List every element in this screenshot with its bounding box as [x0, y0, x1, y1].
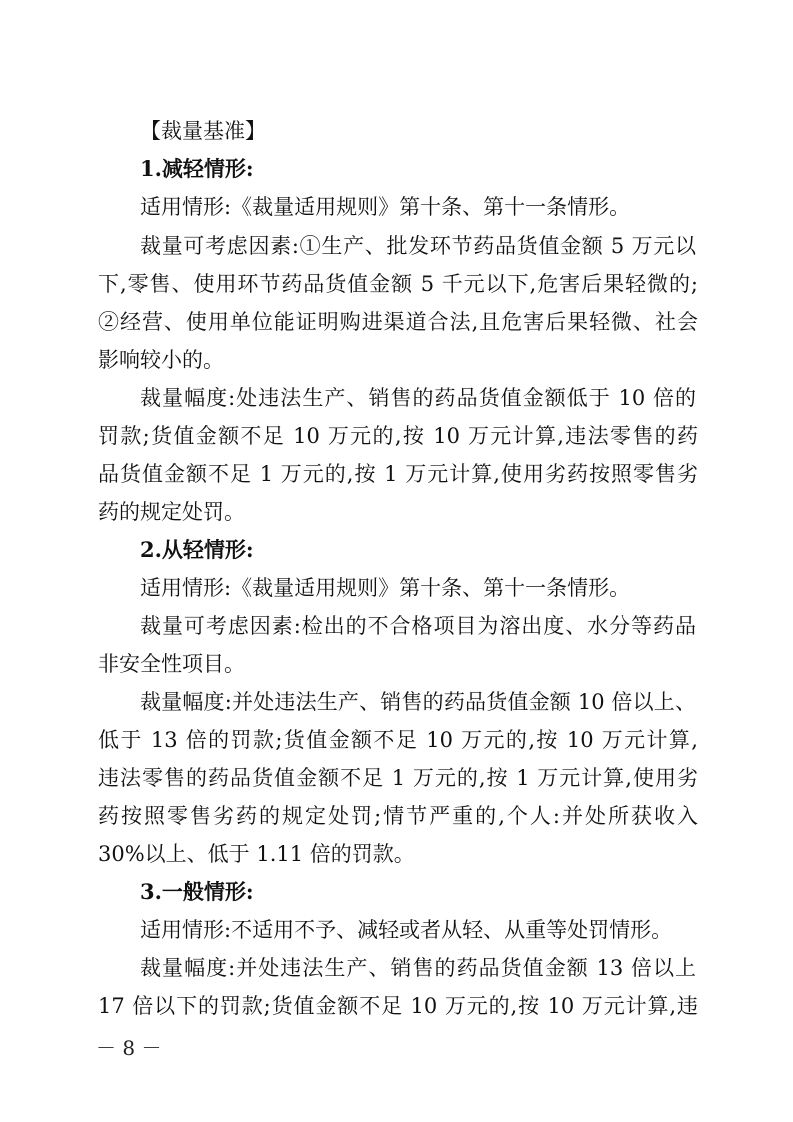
paragraph-line: 30%以上、低于 1.11 倍的罚款。 [98, 842, 415, 866]
paragraph-line: 影响较小的。 [98, 348, 224, 372]
paragraph-line: 下,零售、使用环节药品货值金额 5 千元以下,危害后果轻微的; [98, 272, 698, 296]
section-heading-discretion-standard: 【裁量基准】 [140, 119, 266, 143]
paragraph-line: ②经营、使用单位能证明购进渠道合法,且危害后果轻微、社会 [98, 310, 698, 334]
subheading-mitigated-circumstances: 1.减轻情形: [140, 156, 254, 181]
subheading-general-circumstances: 3.一般情形: [140, 879, 254, 904]
paragraph-line: 非安全性项目。 [98, 652, 245, 676]
paragraph-line: 药的规定处罚。 [98, 500, 245, 524]
page-number: － 8 － [96, 1036, 162, 1060]
subheading-lenient-circumstances: 2.从轻情形: [140, 537, 254, 562]
paragraph-line: 裁量可考虑因素:①生产、批发环节药品货值金额 5 万元以 [140, 234, 696, 258]
paragraph-line: 低于 13 倍的罚款;货值金额不足 10 万元的,按 10 万元计算, [98, 728, 698, 752]
paragraph-line: 适用情形:《裁量适用规则》第十条、第十一条情形。 [140, 576, 631, 600]
paragraph-line: 品货值金额不足 1 万元的,按 1 万元计算,使用劣药按照零售劣 [98, 462, 698, 486]
paragraph-line: 裁量幅度:并处违法生产、销售的药品货值金额 13 倍以上 [140, 956, 696, 980]
paragraph-line: 适用情形:不适用不予、减轻或者从轻、从重等处罚情形。 [140, 918, 673, 942]
paragraph-line: 违法零售的药品货值金额不足 1 万元的,按 1 万元计算,使用劣 [98, 766, 698, 790]
paragraph-line: 药按照零售劣药的规定处罚;情节严重的,个人:并处所获收入 [98, 804, 698, 828]
paragraph-line: 适用情形:《裁量适用规则》第十条、第十一条情形。 [140, 195, 631, 219]
paragraph-line: 17 倍以下的罚款;货值金额不足 10 万元的,按 10 万元计算,违 [98, 994, 698, 1018]
paragraph-line: 罚款;货值金额不足 10 万元的,按 10 万元计算,违法零售的药 [98, 424, 698, 448]
paragraph-line: 裁量幅度:并处违法生产、销售的药品货值金额 10 倍以上、 [140, 690, 696, 714]
paragraph-line: 裁量幅度:处违法生产、销售的药品货值金额低于 10 倍的 [140, 386, 696, 410]
paragraph-line: 裁量可考虑因素:检出的不合格项目为溶出度、水分等药品 [140, 614, 696, 638]
